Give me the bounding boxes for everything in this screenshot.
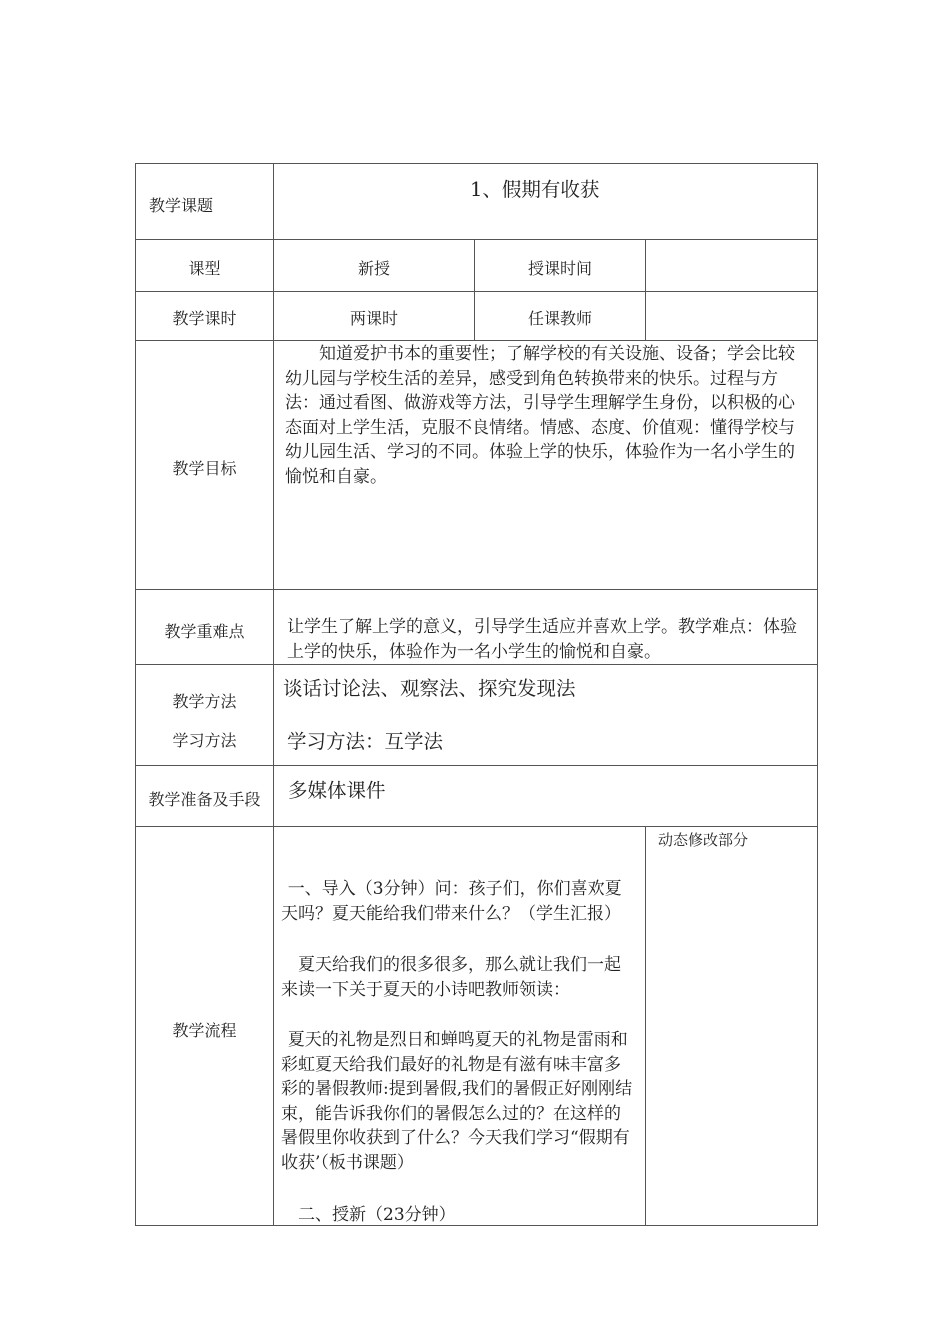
- key-label: 教学重难点: [164, 622, 245, 641]
- key-text: 让学生了解上学的意义，引导学生适应并喜欢上学。教学难点：体验上学的快乐，体验作为一名小学生的愉悦和自豪。: [287, 617, 797, 662]
- table-border: [135, 340, 818, 341]
- topic-value: 1、假期有收获: [470, 178, 600, 201]
- hours-value: 两课时: [349, 309, 398, 328]
- type-value: 新授: [357, 259, 390, 278]
- method-value-2: 学习方法：互学法: [287, 730, 444, 753]
- hours-label: 教学课时: [172, 309, 237, 328]
- table-border: [135, 163, 818, 164]
- method-value-1: 谈话讨论法、观察法、探究发现法: [283, 677, 576, 700]
- table-border: [817, 163, 818, 1226]
- prep-value: 多媒体课件: [288, 779, 386, 802]
- type-label: 课型: [188, 259, 221, 278]
- topic-label: 教学课题: [149, 196, 214, 215]
- flow-paragraph-3: 夏天的礼物是烈日和蝉鸣夏天的礼物是雷雨和彩虹夏天给我们最好的礼物是有滋有味丰富多彩的暑假教师:提到暑假,我们的暑假正好刚刚结束，能告诉我你们的暑假怎么过的？在这样的暑假里你收获到了什么？今天我们学习“假期有收获’（板书课题）: [281, 1030, 633, 1173]
- teacher-label: 任课教师: [527, 309, 592, 328]
- table-border: [645, 239, 646, 341]
- flow-label: 教学流程: [172, 1021, 237, 1040]
- table-border: [135, 239, 818, 240]
- method-label-1: 教学方法: [172, 692, 237, 711]
- flow-paragraph-1: 一、导入（3分钟）问：孩子们，你们喜欢夏天吗？夏天能给我们带来什么？（学生汇报）: [281, 879, 622, 924]
- prep-label: 教学准备及手段: [148, 790, 261, 809]
- flow-side-header: 动态修改部分: [658, 831, 749, 849]
- table-border: [645, 826, 646, 1226]
- flow-paragraph-4: 二、授新（23分钟）: [298, 1205, 456, 1225]
- goal-text: 知道爱护书本的重要性；了解学校的有关设施、设备；学会比较幼儿园与学校生活的差异，感受到角色转换带来的快乐。过程与方法：通过看图、做游戏等方法，引导学生理解学生身份，以积极的心态面对上学生活，克服不良情绪。情感、态度、价值观：懂得学校与幼儿园生活、学习的不同。体验上学的快乐，体验作为一名小学生的愉悦和自豪。: [285, 344, 795, 487]
- table-border: [135, 589, 818, 590]
- table-border: [135, 765, 818, 766]
- method-label-2: 学习方法: [172, 731, 237, 750]
- table-border: [135, 826, 818, 827]
- table-border: [135, 664, 818, 665]
- goal-label: 教学目标: [172, 459, 237, 478]
- time-label: 授课时间: [527, 259, 592, 278]
- flow-paragraph-2: 夏天给我们的很多很多，那么就让我们一起来读一下关于夏天的小诗吧教师领读：: [281, 955, 621, 1000]
- table-border: [135, 291, 818, 292]
